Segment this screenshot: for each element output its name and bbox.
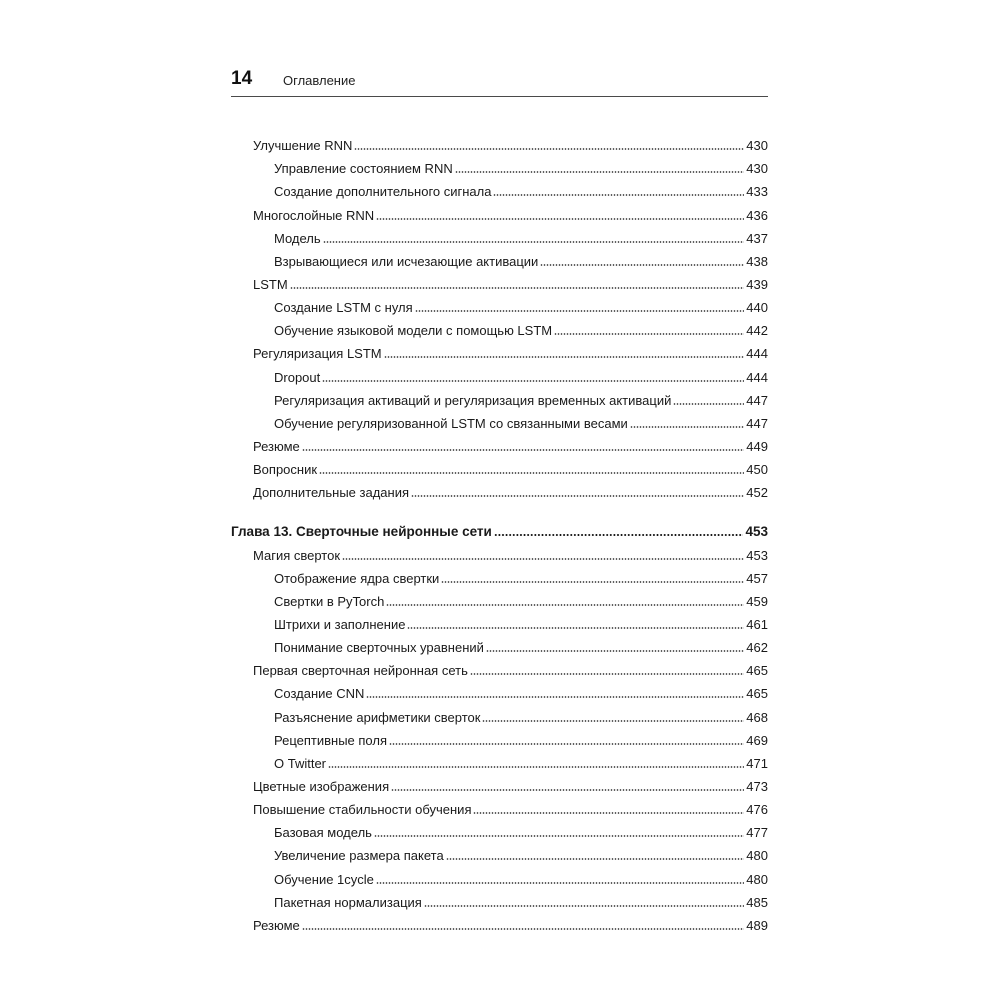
- toc-entry-page-number: 447: [746, 415, 768, 431]
- toc-entry[interactable]: [231, 316, 768, 339]
- toc-entry-page-number: 480: [746, 871, 768, 887]
- toc-entry-page-number: 436: [746, 207, 768, 223]
- toc-entry-page-number: 452: [746, 485, 768, 501]
- toc-entry[interactable]: [231, 911, 768, 934]
- toc-entry-title: Регуляризация LSTM: [253, 346, 382, 362]
- dot-leader: [493, 194, 744, 196]
- dot-leader: [540, 264, 744, 266]
- dot-leader: [455, 171, 745, 173]
- chapter-gap: [231, 501, 768, 517]
- dot-leader: [630, 426, 745, 428]
- toc-entry[interactable]: [231, 841, 768, 864]
- toc-entry[interactable]: [231, 478, 768, 501]
- toc-entry[interactable]: [231, 224, 768, 247]
- toc-entry-title: Управление состоянием RNN: [274, 161, 453, 177]
- toc-entry-title: Штрихи и заполнение: [274, 616, 406, 632]
- toc-entry-title: Понимание сверточных уравнений: [274, 640, 484, 656]
- toc-entry-page-number: 489: [746, 917, 768, 933]
- toc-entry-page-number: 473: [746, 778, 768, 794]
- toc-entry-page-number: 440: [746, 300, 768, 316]
- toc-entry-title: Многослойные RNN: [253, 207, 375, 223]
- toc-entry-title: Вопросник: [253, 462, 318, 478]
- toc-entry-page-number: 444: [746, 346, 768, 362]
- toc-entry-page-number: 461: [746, 616, 768, 632]
- toc-entry-title: Резюме: [253, 917, 300, 933]
- dot-leader: [470, 673, 744, 675]
- running-title: Оглавление: [283, 73, 356, 88]
- toc-entry-title: Свертки в PyTorch: [274, 593, 385, 609]
- toc-entry[interactable]: [231, 386, 768, 409]
- dot-leader: [376, 882, 744, 884]
- dot-leader: [424, 905, 744, 907]
- table-of-contents: [231, 131, 768, 934]
- toc-entry[interactable]: [231, 131, 768, 154]
- toc-entry-title: Резюме: [253, 438, 300, 454]
- dot-leader: [374, 835, 744, 837]
- toc-entry[interactable]: [231, 200, 768, 223]
- toc-entry-page-number: 459: [746, 593, 768, 609]
- toc-entry-title: Dropout: [274, 369, 321, 385]
- dot-leader: [473, 812, 744, 814]
- dot-leader: [415, 310, 745, 312]
- toc-entry[interactable]: [231, 772, 768, 795]
- toc-entry-page-number: 442: [746, 323, 768, 339]
- dot-leader: [376, 218, 744, 220]
- dot-leader: [441, 581, 744, 583]
- toc-entry-title: Модель: [274, 230, 321, 246]
- toc-entry-title: Цветные изображения: [253, 778, 390, 794]
- dot-leader: [319, 472, 744, 474]
- toc-entry-page-number: 468: [746, 709, 768, 725]
- dot-leader: [482, 720, 744, 722]
- toc-entry[interactable]: [231, 610, 768, 633]
- toc-entry[interactable]: [231, 540, 768, 563]
- toc-entry[interactable]: [231, 409, 768, 432]
- toc-entry-title: Пакетная нормализация: [274, 894, 422, 910]
- toc-entry-title: Глава 13. Сверточные нейронные сети: [231, 524, 492, 540]
- toc-entry-page-number: 430: [746, 161, 768, 177]
- toc-entry-page-number: 437: [746, 230, 768, 246]
- toc-entry-title: Повышение стабильности обучения: [253, 802, 472, 818]
- toc-entry[interactable]: [231, 432, 768, 455]
- toc-entry-page-number: 480: [746, 848, 768, 864]
- dot-leader: [328, 766, 744, 768]
- toc-entry-page-number: 453: [745, 524, 768, 540]
- toc-entry[interactable]: [231, 247, 768, 270]
- toc-entry[interactable]: [231, 564, 768, 587]
- toc-entry-title: Базовая модель: [274, 825, 372, 841]
- toc-entry-title: Разъяснение арифметики сверток: [274, 709, 481, 725]
- dot-leader: [554, 333, 744, 335]
- toc-entry-page-number: 450: [746, 462, 768, 478]
- toc-entry-page-number: 449: [746, 438, 768, 454]
- toc-entry[interactable]: [231, 293, 768, 316]
- toc-entry[interactable]: [231, 888, 768, 911]
- toc-entry-page-number: 462: [746, 640, 768, 656]
- dot-leader: [342, 558, 744, 560]
- dot-leader: [366, 696, 744, 698]
- page-number: 14: [231, 68, 253, 89]
- toc-entry-page-number: 438: [746, 253, 768, 269]
- toc-entry-page-number: 444: [746, 369, 768, 385]
- dot-leader: [486, 650, 744, 652]
- dot-leader: [290, 287, 745, 289]
- toc-entry-title: Создание LSTM с нуля: [274, 300, 413, 316]
- dot-leader: [673, 403, 744, 405]
- toc-entry-title: Регуляризация активаций и регуляризация временных активаций: [274, 392, 672, 408]
- toc-entry-title: Улучшение RNN: [253, 138, 353, 154]
- toc-entry-title: Отображение ядра свертки: [274, 570, 440, 586]
- toc-entry[interactable]: [231, 726, 768, 749]
- toc-entry-page-number: 465: [746, 686, 768, 702]
- toc-entry-page-number: 485: [746, 894, 768, 910]
- toc-entry[interactable]: [231, 339, 768, 362]
- toc-entry-page-number: 439: [746, 276, 768, 292]
- dot-leader: [389, 743, 744, 745]
- toc-entry-page-number: 453: [746, 547, 768, 563]
- dot-leader: [322, 380, 744, 382]
- toc-entry-page-number: 465: [746, 663, 768, 679]
- toc-entry-title: Магия сверток: [253, 547, 341, 563]
- toc-entry[interactable]: [231, 795, 768, 818]
- dot-leader: [411, 495, 744, 497]
- dot-leader: [323, 241, 745, 243]
- toc-entry-title: Обучение 1cycle: [274, 871, 374, 887]
- toc-entry[interactable]: [231, 362, 768, 385]
- toc-entry-title: Рецептивные поля: [274, 732, 387, 748]
- toc-entry-title: LSTM: [253, 276, 288, 292]
- toc-entry[interactable]: [231, 633, 768, 656]
- toc-entry-title: О Twitter: [274, 755, 327, 771]
- toc-entry[interactable]: [231, 702, 768, 725]
- dot-leader: [302, 928, 745, 930]
- toc-chapter-entry[interactable]: [231, 517, 768, 540]
- toc-entry[interactable]: [231, 455, 768, 478]
- toc-entry-page-number: 430: [746, 138, 768, 154]
- dot-leader: [407, 627, 744, 629]
- page-header: [231, 66, 768, 97]
- toc-entry-page-number: 469: [746, 732, 768, 748]
- toc-entry-page-number: 447: [746, 392, 768, 408]
- toc-entry[interactable]: [231, 154, 768, 177]
- toc-entry-title: Обучение регуляризованной LSTM со связанными весами: [274, 415, 628, 431]
- toc-entry-title: Дополнительные задания: [253, 485, 410, 501]
- dot-leader: [384, 356, 745, 358]
- toc-entry-title: Обучение языковой модели с помощью LSTM: [274, 323, 553, 339]
- toc-entry-title: Создание CNN: [274, 686, 365, 702]
- toc-entry-page-number: 477: [746, 825, 768, 841]
- toc-entry[interactable]: [231, 818, 768, 841]
- toc-entry[interactable]: [231, 679, 768, 702]
- toc-entry-title: Взрывающиеся или исчезающие активации: [274, 253, 539, 269]
- toc-entry-title: Увеличение размера пакета: [274, 848, 444, 864]
- toc-entry[interactable]: [231, 587, 768, 610]
- toc-entry[interactable]: [231, 177, 768, 200]
- dot-leader: [494, 534, 744, 536]
- toc-entry-title: Создание дополнительного сигнала: [274, 184, 492, 200]
- toc-entry[interactable]: [231, 270, 768, 293]
- dot-leader: [446, 858, 745, 860]
- dot-leader: [354, 148, 744, 150]
- dot-leader: [302, 449, 745, 451]
- toc-entry[interactable]: [231, 864, 768, 887]
- dot-leader: [386, 604, 744, 606]
- toc-entry-page-number: 457: [746, 570, 768, 586]
- toc-entry[interactable]: [231, 656, 768, 679]
- toc-entry-title: Первая сверточная нейронная сеть: [253, 663, 468, 679]
- toc-entry-page-number: 433: [746, 184, 768, 200]
- dot-leader: [391, 789, 744, 791]
- toc-entry-page-number: 476: [746, 802, 768, 818]
- toc-entry[interactable]: [231, 749, 768, 772]
- toc-entry-page-number: 471: [746, 755, 768, 771]
